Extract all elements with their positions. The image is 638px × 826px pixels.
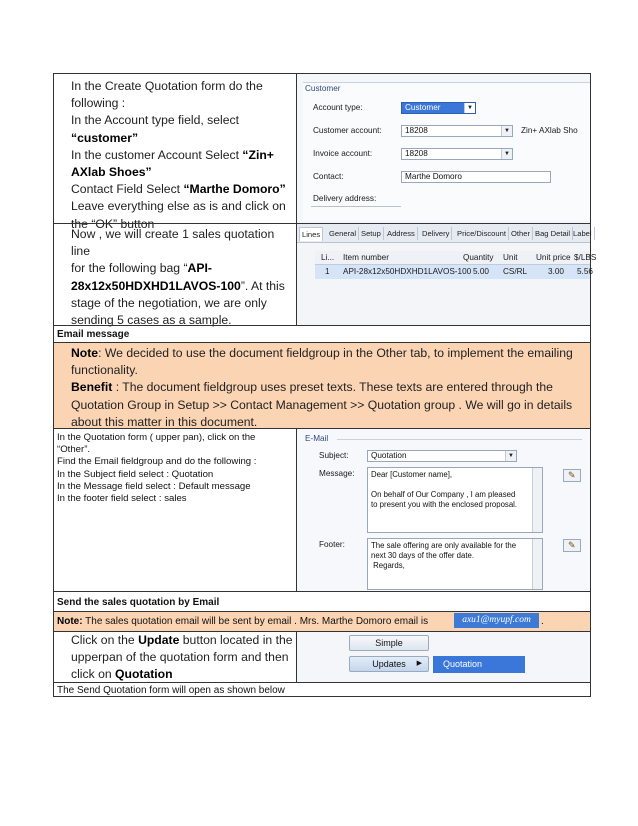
instructions-create-quotation [54, 74, 297, 231]
row-update-quotation [53, 631, 591, 682]
text-line: In the customer Account Select [71, 147, 243, 162]
scrollbar[interactable] [532, 539, 542, 589]
text-line: stage of the negotiation, we are only [71, 295, 267, 310]
bold-api: API- [187, 261, 212, 276]
text-line: : We decided to use the document fieldgroup in the Other tab, to implement the emailing [98, 346, 573, 360]
instructions-quotation-line [54, 224, 297, 328]
cell-unit-price: 3.00 [548, 267, 564, 276]
updates-button[interactable] [349, 656, 429, 672]
text-line: button located in the [179, 633, 293, 647]
text-line: following : [71, 96, 126, 111]
customer-account-value: 18208 [405, 126, 428, 135]
tab-delivery[interactable]: Delivery [420, 227, 452, 240]
cell-dollar-lbs: 5.56 [577, 267, 593, 276]
tab-label[interactable]: Label [571, 227, 595, 240]
footer-label: Footer: [319, 540, 345, 549]
text-line: “Other”. [57, 444, 91, 456]
bold-zin-2: AXlab Shoes” [71, 165, 152, 180]
cell-unit: CS/RL [503, 267, 528, 276]
subject-label: Subject: [319, 451, 349, 460]
text-line: sending 5 cases as a sample. [71, 313, 232, 328]
text-line: In the footer field select : sales [57, 493, 187, 505]
note-label: Note: [57, 616, 83, 627]
invoice-account-field[interactable] [401, 148, 513, 160]
screenshot-lines-grid [297, 224, 597, 325]
message-line: On behalf of Our Company , I am pleased [371, 490, 516, 499]
text-line: In the Subject field select : Quotation [57, 468, 214, 480]
text-line: about this matter in this document. [71, 414, 258, 429]
period: . [541, 616, 544, 627]
row-footer-line [53, 682, 591, 697]
footer-line: The sale offering are only available for the [371, 541, 517, 550]
bold-update: Update [138, 633, 180, 647]
column-unit[interactable]: Unit [503, 253, 518, 262]
text-line: : The document fieldgroup uses preset texts. These texts are entered through the [112, 380, 553, 395]
invoice-account-value: 18208 [405, 149, 428, 158]
bold-contact: “Marthe Domoro” [183, 182, 286, 197]
text-line: upperpan of the quotation form and then [71, 650, 289, 665]
divider [311, 206, 401, 207]
text-line: for the following bag “ [71, 261, 188, 276]
contact-value: Marthe Domoro [405, 172, 462, 181]
text-line: Find the Email fieldgroup and do the following : [57, 456, 257, 468]
text-line: In the Message field select : Default message [57, 480, 251, 492]
chevron-down-icon[interactable]: ▼ [501, 126, 512, 136]
text-line: The sales quotation email will be sent by email . Mrs. Marthe Domoro email is [82, 616, 429, 627]
account-type-select[interactable] [401, 102, 476, 114]
benefit-label: Benefit [71, 380, 113, 395]
contact-field[interactable] [401, 171, 551, 183]
invoice-account-label: Invoice account: [313, 149, 373, 158]
row-email-header [53, 325, 591, 342]
footer-textarea[interactable] [367, 538, 543, 590]
contact-label: Contact: [313, 172, 344, 181]
scrollbar[interactable] [532, 468, 542, 532]
message-line [371, 480, 539, 490]
pencil-icon: ✎ [568, 470, 576, 480]
text-line: The Send Quotation form will open as shown below [57, 685, 285, 696]
row-create-quotation [53, 73, 591, 231]
row-sales-quotation-line [53, 223, 597, 328]
cell-item-number: API-28x12x50HDXHD1LAVOS-100 [343, 267, 472, 276]
account-type-label: Account type: [313, 103, 363, 112]
text-line: functionality. [71, 363, 138, 378]
grid-header [315, 251, 597, 265]
tab-strip [297, 224, 590, 243]
chevron-down-icon[interactable]: ▼ [505, 451, 516, 461]
tab-setup[interactable]: Setup [359, 227, 384, 240]
text-line: In the Quotation form ( upper pan), click on the [57, 432, 256, 443]
column-dollar-lbs[interactable]: $/LBS [574, 253, 597, 262]
divider [337, 439, 582, 440]
group-title: E-Mail [305, 434, 329, 443]
text-line: Click on the [71, 633, 139, 647]
column-quantity[interactable]: Quantity [463, 253, 494, 262]
message-line: to present you with the enclosed proposal. [371, 500, 518, 509]
column-line[interactable]: Li... [321, 253, 335, 262]
tab-price-discount[interactable]: Price/Discount [455, 227, 509, 240]
text-line: Now , we will create 1 sales quotation line [71, 227, 275, 259]
bold-customer: “customer” [71, 130, 139, 145]
row-email-fields [53, 428, 591, 591]
subject-value: Quotation [371, 451, 407, 460]
updates-label: Updates [372, 659, 406, 669]
column-unit-price[interactable]: Unit price [536, 253, 571, 262]
text-line: the “OK” button [71, 216, 155, 231]
section-heading: Send the sales quotation by Email [57, 597, 220, 608]
group-title: Customer [305, 84, 341, 93]
instructions-email-fields [54, 429, 297, 591]
text-line: In the Create Quotation form do the [71, 79, 263, 93]
account-type-value: Customer [405, 103, 441, 112]
message-textarea[interactable] [367, 467, 543, 533]
subject-select[interactable] [367, 450, 517, 462]
text-line: Contact Field Select [71, 182, 184, 197]
email-address: axu1@myupf.com [454, 613, 539, 628]
cell-quantity: 5.00 [473, 267, 489, 276]
text-line: Leave everything else as is and click on [71, 199, 286, 214]
screenshot-updates-menu [297, 632, 590, 682]
footer-line: next 30 days of the offer date. [371, 551, 475, 560]
chevron-down-icon[interactable]: ▼ [464, 103, 475, 113]
message-line: Dear [Customer name], [371, 470, 453, 479]
text-line: click on [71, 667, 116, 682]
edit-button[interactable] [563, 469, 581, 482]
row-note-email [53, 611, 591, 631]
screenshot-email-group [297, 429, 590, 591]
menu-item-quotation[interactable]: Quotation [433, 656, 525, 673]
text-line: ”. At this [240, 278, 285, 293]
caret-right-icon: ▶ [416, 660, 422, 667]
text-line: Quotation Group in Setup >> Contact Management >> Quotation group . We will go in details [71, 397, 573, 412]
bold-zin: “Zin+ [242, 147, 274, 162]
document-table [53, 73, 597, 697]
section-heading: Email message [57, 329, 130, 340]
customer-account-label: Customer account: [313, 126, 382, 135]
customer-name: Zin+ AXlab Sho [521, 126, 578, 135]
cell-line: 1 [325, 267, 330, 276]
row-note [53, 342, 591, 428]
customer-account-field[interactable] [401, 125, 513, 137]
message-label: Message: [319, 469, 355, 478]
simple-button[interactable]: Simple [349, 635, 429, 651]
column-item-number[interactable]: Item number [343, 253, 389, 262]
pencil-icon: ✎ [568, 540, 576, 550]
tab-other[interactable]: Other [509, 227, 533, 240]
row-send-header [53, 591, 591, 611]
edit-button[interactable] [563, 539, 581, 552]
text-line: In the Account type field, select [71, 113, 240, 128]
tab-general[interactable]: General [327, 227, 359, 240]
tab-address[interactable]: Address [385, 227, 418, 240]
screenshot-customer-group [297, 74, 590, 223]
table-row[interactable] [315, 265, 593, 279]
chevron-down-icon[interactable]: ▼ [501, 149, 512, 159]
tab-bag-detail[interactable]: Bag Detail [533, 227, 573, 240]
footer-line: Regards, [371, 561, 405, 570]
tab-lines[interactable]: Lines [299, 227, 323, 241]
delivery-address-label: Delivery address: [313, 194, 377, 203]
instructions-update [54, 632, 297, 682]
note-label: Note [71, 346, 99, 360]
bold-quotation: Quotation [115, 667, 173, 682]
bold-api-2: 28x12x50HDXHD1LAVOS-100 [71, 278, 241, 293]
